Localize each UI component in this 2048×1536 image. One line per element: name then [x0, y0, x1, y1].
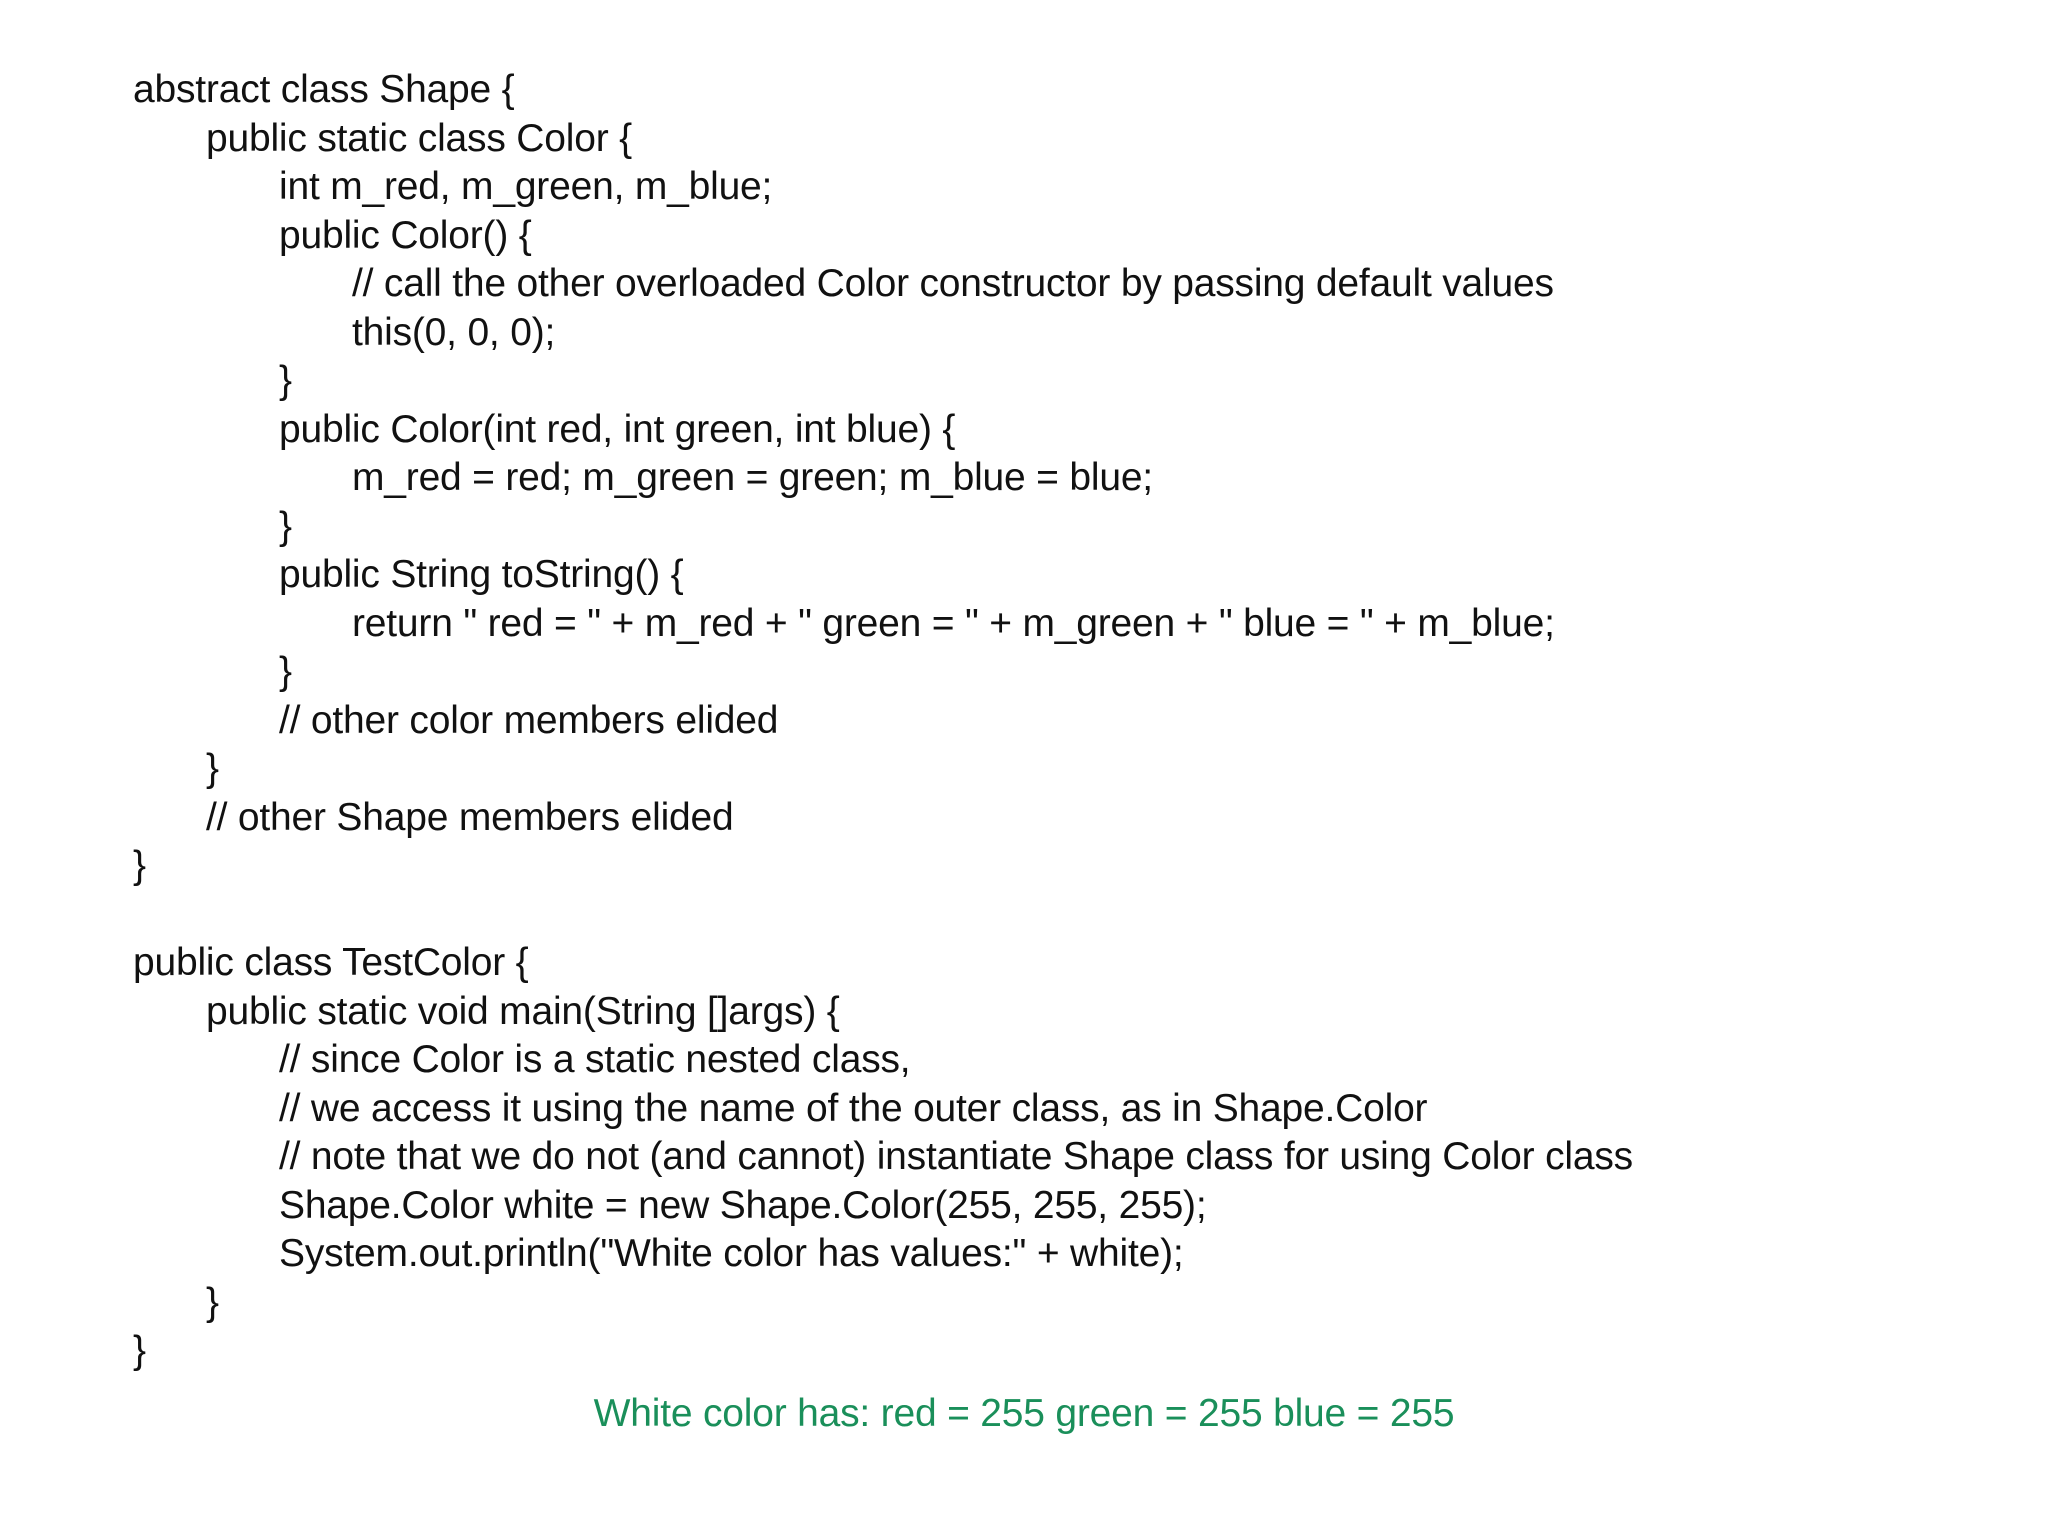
- code-line: public Color() {: [279, 213, 532, 257]
- code-line: public Color(int red, int green, int blue) {: [279, 407, 956, 451]
- code-line: System.out.println("White color has values:" + white);: [279, 1232, 1184, 1275]
- code-line: public static void main(String []args) {: [206, 989, 840, 1033]
- code-line: [133, 891, 1993, 940]
- code-line: public static class Color {: [206, 116, 632, 160]
- code-line: }: [279, 359, 292, 402]
- code-line: public class TestColor {: [133, 941, 529, 984]
- code-line: this(0, 0, 0);: [352, 310, 556, 354]
- program-output: White color has: red = 255 green = 255 blue = 255: [593, 1392, 1455, 1435]
- code-line: int m_red, m_green, m_blue;: [279, 165, 773, 208]
- code-line: // we access it using the name of the outer class, as in Shape.Color: [279, 1086, 1428, 1130]
- code-line: }: [206, 1280, 219, 1324]
- code-line: // other Shape members elided: [206, 795, 734, 839]
- code-line: }: [133, 844, 146, 887]
- code-line: }: [279, 650, 292, 693]
- code-line: abstract class Shape {: [133, 68, 515, 111]
- code-line: }: [206, 747, 219, 790]
- code-line: // note that we do not (and cannot) instantiate Shape class for using Color class: [279, 1135, 1633, 1178]
- code-listing: [133, 66, 1993, 1376]
- code-line: // since Color is a static nested class,: [279, 1038, 911, 1081]
- code-line: public String toString() {: [279, 553, 684, 596]
- code-line: }: [279, 504, 292, 548]
- code-line: // call the other overloaded Color constructor by passing default values: [352, 262, 1554, 305]
- code-line: return " red = " + m_red + " green = " + m_green + " blue = " + m_blue;: [352, 601, 1555, 645]
- code-line: // other color members elided: [279, 698, 779, 742]
- code-line: }: [133, 1329, 146, 1372]
- code-line: Shape.Color white = new Shape.Color(255, 255, 255);: [279, 1183, 1207, 1227]
- code-line: m_red = red; m_green = green; m_blue = blue;: [352, 456, 1153, 499]
